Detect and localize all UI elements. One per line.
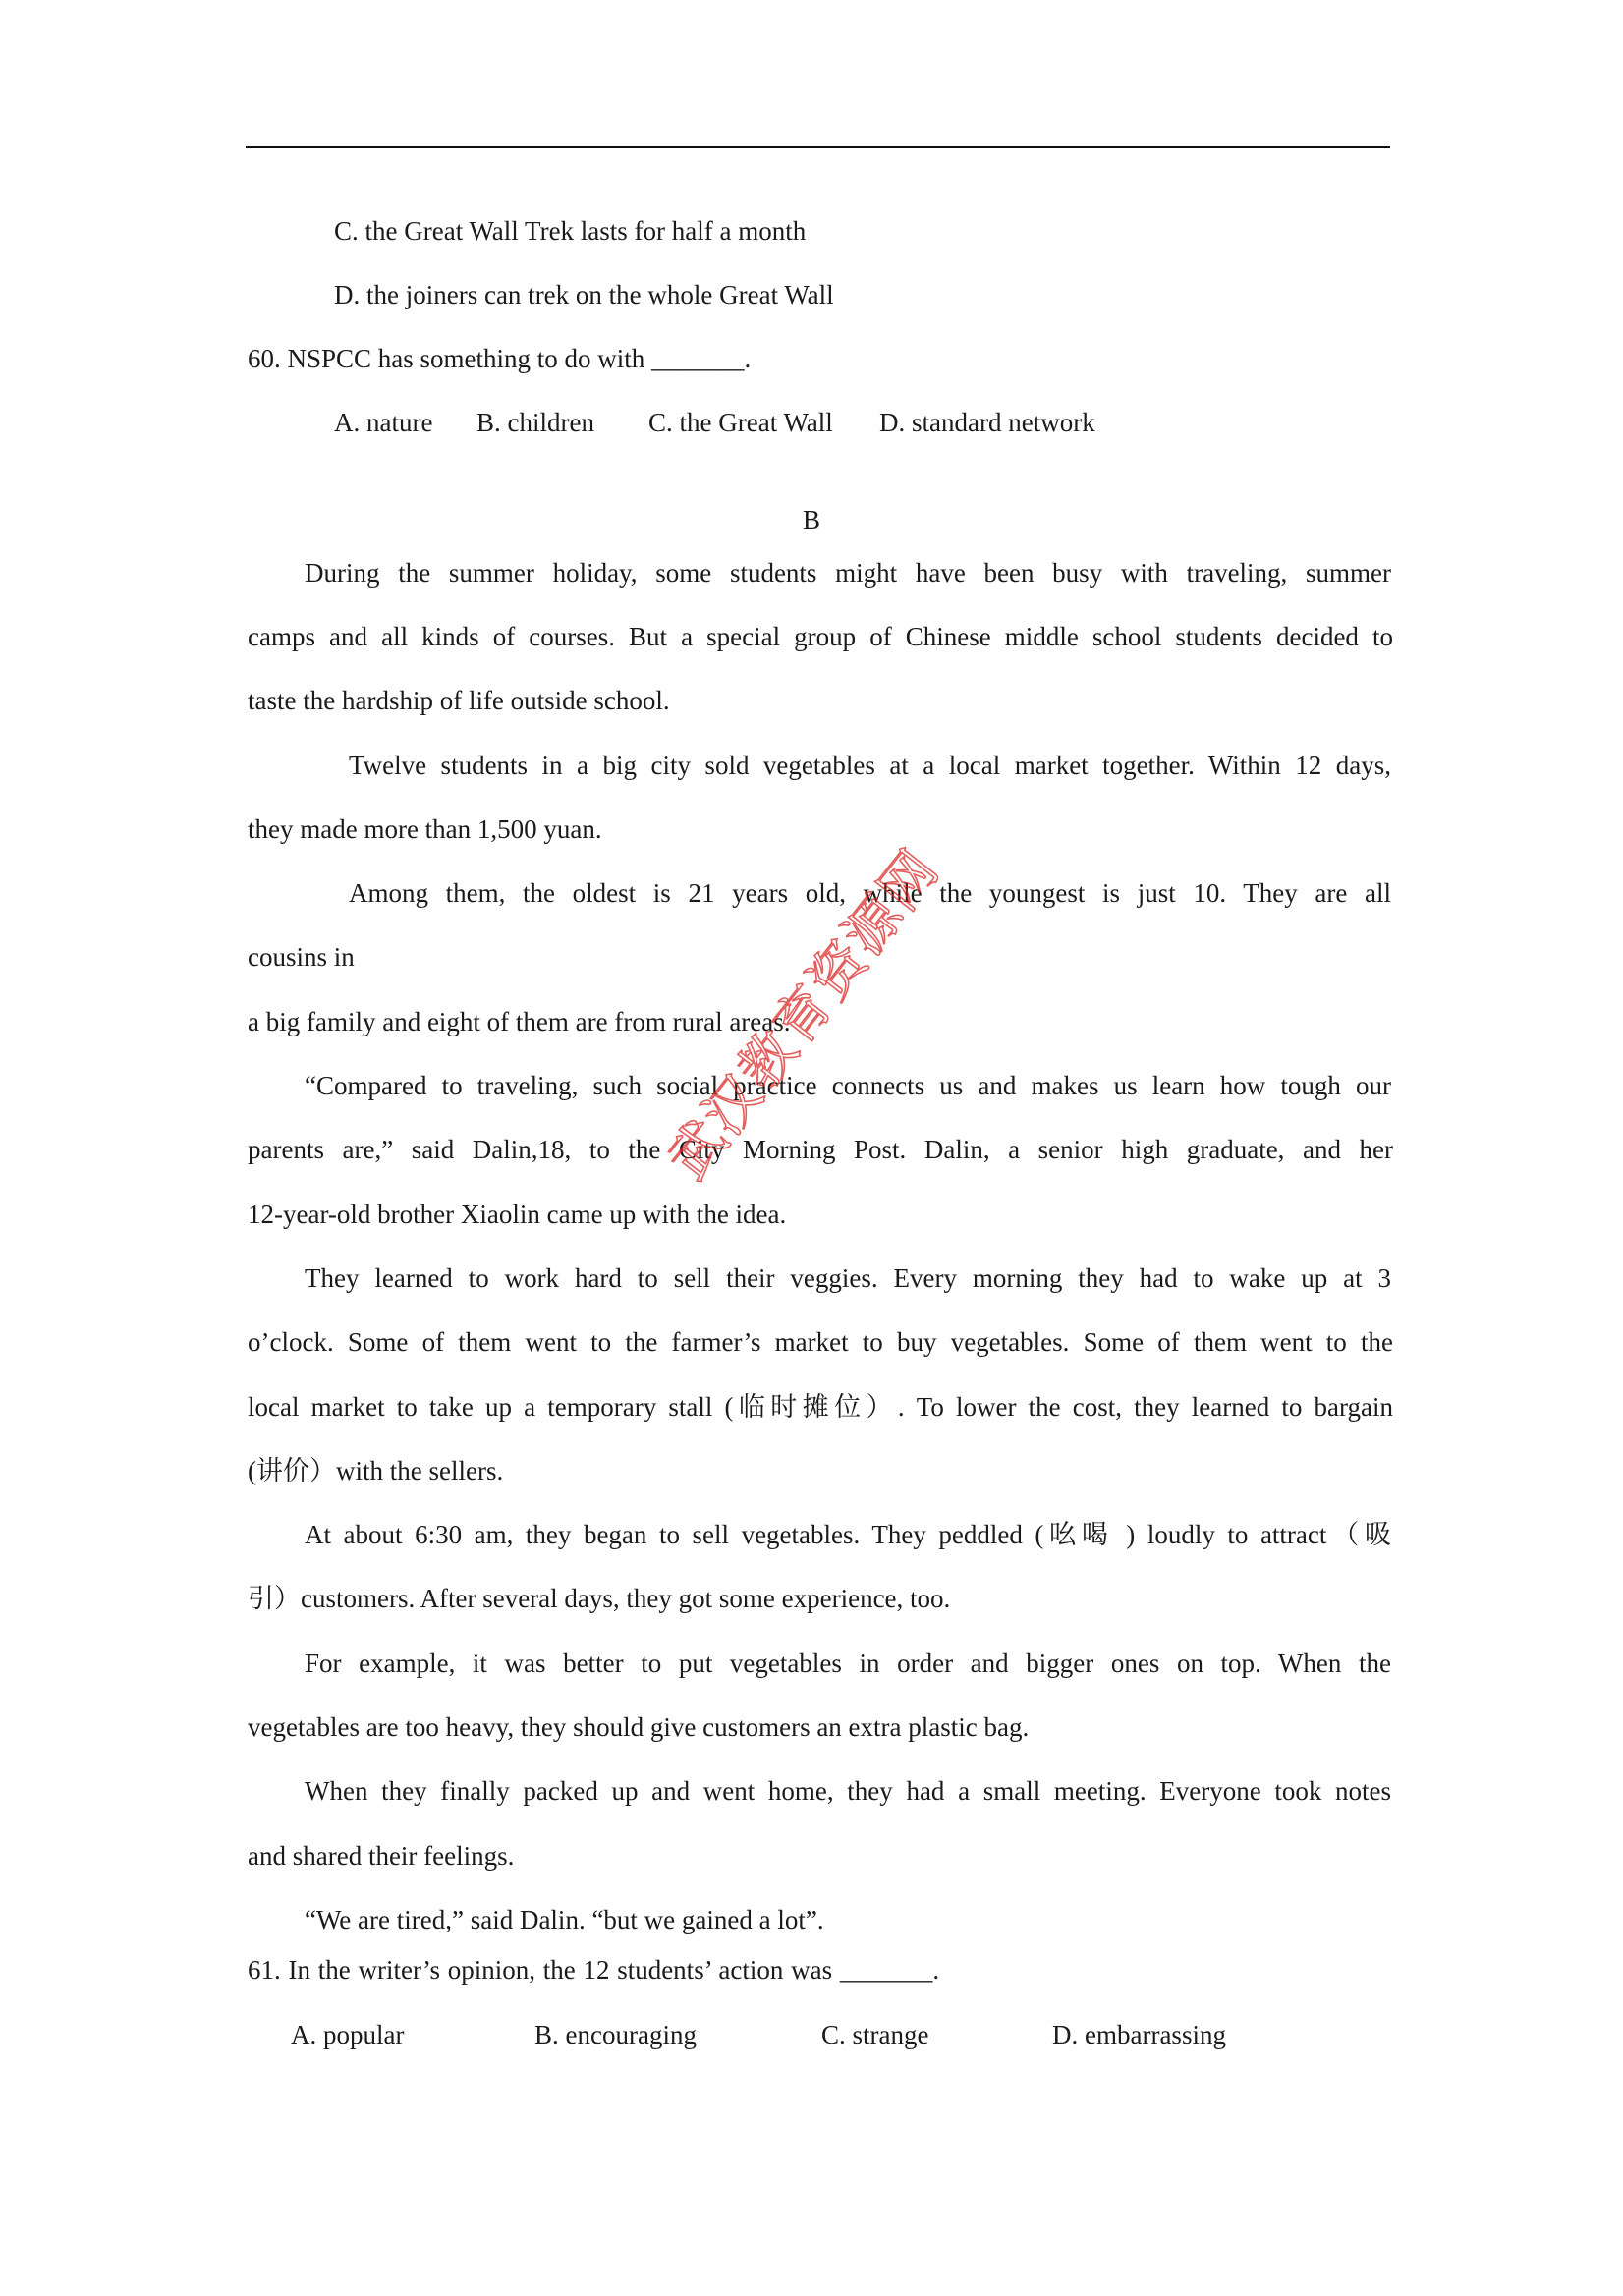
q60-option-b: B. children [476, 408, 594, 437]
passage-line: o’clock. Some of them went to the farmer’s market to buy vegetables. Some of them went to the [248, 1327, 1393, 1357]
q61-option-d: D. embarrassing [1052, 2020, 1226, 2049]
passage-line: Among them, the oldest is 21 years old, while the youngest is just 10. They are all [349, 878, 1391, 908]
passage-line: 引）customers. After several days, they got some experience, too. [248, 1584, 951, 1613]
q60-stem: 60. NSPCC has something to do with _______. [248, 344, 752, 373]
passage-line: parents are,” said Dalin,18, to the City Morning Post. Dalin, a senior high graduate, and her [248, 1135, 1393, 1164]
passage-line: When they finally packed up and went home, they had a small meeting. Everyone took notes [305, 1776, 1391, 1806]
q60-option-a: A. nature [334, 408, 433, 437]
passage-line: local market to take up a temporary stall (临时摊位）. To lower the cost, they learned to bargain [248, 1392, 1393, 1422]
passage-line: During the summer holiday, some students might have been busy with traveling, summer [305, 558, 1391, 588]
top-rule [246, 146, 1390, 148]
passage-line: vegetables are too heavy, they should give customers an extra plastic bag. [248, 1712, 1030, 1742]
passage-line: “We are tired,” said Dalin. “but we gained a lot”. [305, 1905, 824, 1934]
passage-line: and shared their feelings. [248, 1841, 515, 1871]
passage-line: At about 6:30 am, they began to sell vegetables. They peddled (吆喝 ) loudly to attract（吸 [305, 1520, 1391, 1549]
watermark-stamp: 武汉教育资源网 [655, 837, 953, 1192]
q61-option-a: A. popular [291, 2020, 405, 2049]
passage-line: Twelve students in a big city sold vegetables at a local market together. Within 12 days, [349, 751, 1391, 780]
passage-line: camps and all kinds of courses. But a special group of Chinese middle school students decided to [248, 622, 1393, 651]
passage-line: a big family and eight of them are from rural areas. [248, 1007, 791, 1036]
q61-option-c: C. strange [821, 2020, 929, 2049]
passage-line: “Compared to traveling, such social practice connects us and makes us learn how tough our [305, 1071, 1391, 1100]
passage-line: For example, it was better to put vegetables in order and bigger ones on top. When the [305, 1649, 1391, 1678]
passage-line: they made more than 1,500 yuan. [248, 814, 602, 844]
q60-option-d: D. standard network [879, 408, 1095, 437]
q60-option-c: C. the Great Wall [648, 408, 833, 437]
passage-line: taste the hardship of life outside school. [248, 686, 670, 715]
q61-options [291, 2018, 1226, 2051]
section-b-heading: B [802, 505, 820, 534]
q61-option-b: B. encouraging [534, 2020, 697, 2049]
passage-line: They learned to work hard to sell their veggies. Every morning they had to wake up at 3 [305, 1263, 1391, 1293]
q59-option-d: D. the joiners can trek on the whole Great Wall [334, 280, 834, 309]
passage-line: (讲价）with the sellers. [248, 1456, 504, 1485]
passage-line: cousins in [248, 942, 355, 972]
q59-option-c: C. the Great Wall Trek lasts for half a month [334, 216, 807, 246]
passage-line: 12-year-old brother Xiaolin came up with the idea. [248, 1200, 787, 1229]
q61-stem: 61. In the writer’s opinion, the 12 students’ action was _______. [248, 1955, 940, 1985]
q60-options [334, 406, 1095, 439]
